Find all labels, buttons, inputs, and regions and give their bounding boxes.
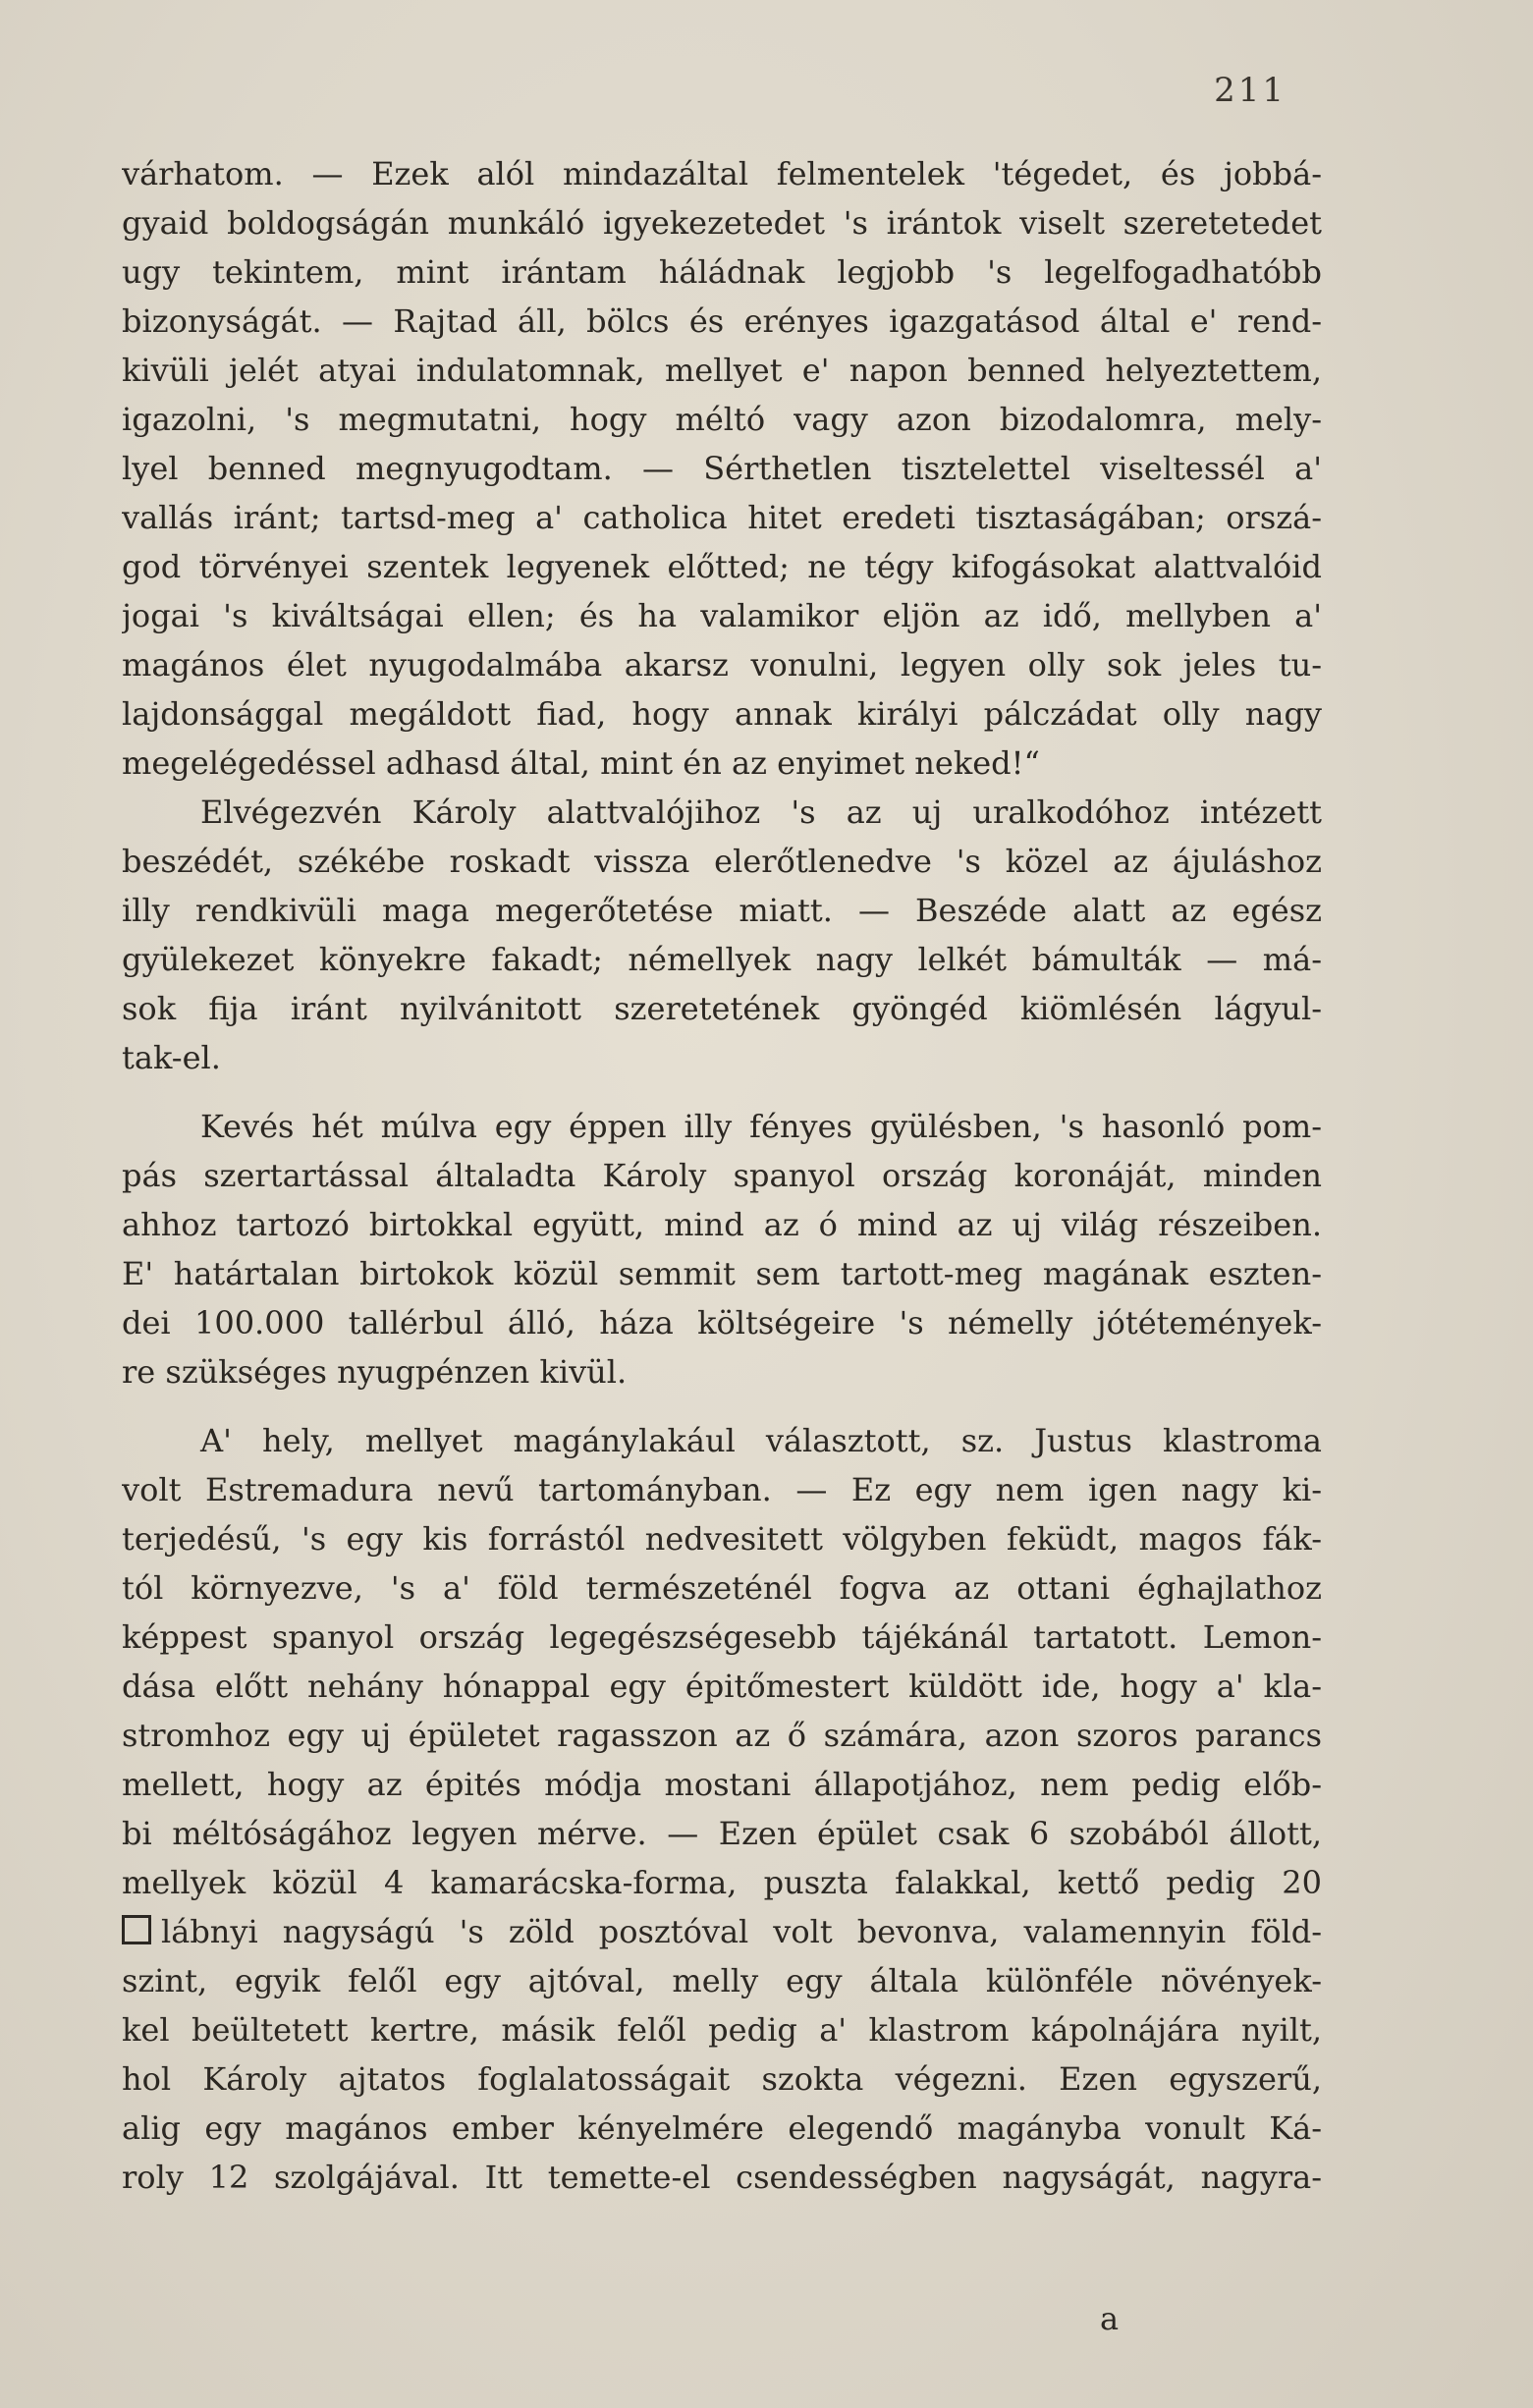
text-line: szint, egyik felől egy ajtóval, melly egy általa különféle növények- <box>122 1962 1322 1999</box>
text-line: mellyek közül 4 kamarácska-forma, puszta falakkal, kettő pedig 20 <box>122 1864 1322 1901</box>
text-line: jogai 's kiváltságai ellen; és ha valamikor eljön az idő, mellyben a' <box>122 597 1322 634</box>
text-line: pás szertartással általadta Károly spanyol ország koronáját, minden <box>122 1157 1322 1194</box>
text-line: képpest spanyol ország legegészségesebb tájékánál tartatott. Lemon- <box>122 1618 1322 1656</box>
square-measure-line <box>122 1907 1322 1956</box>
text-line: ugy tekintem, mint irántam háládnak legjobb 's legelfogadhatóbb <box>122 253 1322 291</box>
text-line: hol Károly ajtatos foglalatosságait szokta végezni. Ezen egyszerű, <box>122 2060 1322 2098</box>
text-line: volt Estremadura nevű tartományban. — Ez egy nem igen nagy ki- <box>122 1471 1322 1508</box>
text-line: illy rendkivüli maga megerőtetése miatt. — Beszéde alatt az egész <box>122 892 1322 929</box>
text-line: Elvégezvén Károly alattvalójihoz 's az uj uralkodóhoz intézett <box>200 794 1322 831</box>
text-line: gyaid boldogságán munkáló igyekezetedet 's irántok viselt szeretetedet <box>122 204 1322 242</box>
paragraph-gap <box>122 1082 1322 1102</box>
paragraph-2 <box>122 788 1322 1082</box>
text-line: dei 100.000 tallérbul álló, háza költségeire 's némelly jótétemények- <box>122 1304 1322 1341</box>
paragraph-4 <box>122 1416 1322 2202</box>
text-line: gyülekezet könyekre fakadt; némellyek nagy lelkét bámulták — má- <box>122 941 1322 978</box>
text-line: bizonyságát. — Rajtad áll, bölcs és erényes igazgatásod által e' rend- <box>122 302 1322 340</box>
text-line: mellett, hogy az épités módja mostani állapotjához, nem pedig előb- <box>122 1766 1322 1803</box>
text-line: kivüli jelét atyai indulatomnak, mellyet e' napon benned helyeztettem, <box>122 352 1322 389</box>
text-line: bi méltóságához legyen mérve. — Ezen épület csak 6 szobából állott, <box>122 1815 1322 1852</box>
text-line: várhatom. — Ezek alól mindazáltal felmentelek 'tégedet, és jobbá- <box>122 155 1322 192</box>
text-line: terjedésű, 's egy kis forrástól nedvesitett völgyben feküdt, magos fák- <box>122 1520 1322 1558</box>
text-line: lábnyi nagyságú 's zöld posztóval volt bevonva, valamennyin föld- <box>161 1913 1322 1950</box>
text-line: stromhoz egy uj épületet ragasszon az ő számára, azon szoros parancs <box>122 1717 1322 1754</box>
text-line: E' határtalan birtokok közül semmit sem tartott-meg magának eszten- <box>122 1255 1322 1292</box>
text-line: A' hely, mellyet magánylakául választott, sz. Justus klastroma <box>200 1422 1322 1459</box>
text-line: roly 12 szolgájával. Itt temette-el csendességben nagyságát, nagyra- <box>122 2159 1322 2196</box>
text-line: dása előtt nehány hónappal egy épitőmestert küldött ide, hogy a' kla- <box>122 1668 1322 1705</box>
catchword: a <box>1100 2300 1120 2337</box>
text-line: re szükséges nyugpénzen kivül. <box>122 1353 628 1391</box>
text-line: lajdonsággal megáldott fiad, hogy annak királyi pálczádat olly nagy <box>122 695 1322 733</box>
text-line: ahhoz tartozó birtokkal együtt, mind az ó mind az uj világ részeiben. <box>122 1206 1322 1243</box>
text-line: lyel benned megnyugodtam. — Sérthetlen tisztelettel viseltessél a' <box>122 450 1322 487</box>
paragraph-gap <box>122 1396 1322 1416</box>
text-line: god törvényei szentek legyenek előtted; ne tégy kifogásokat alattvalóid <box>122 548 1322 585</box>
text-line: alig egy magános ember kényelmére elegendő magányba vonult Ká- <box>122 2109 1322 2147</box>
text-line: tak-el. <box>122 1039 221 1076</box>
paragraph-3 <box>122 1102 1322 1396</box>
text-line: igazolni, 's megmutatni, hogy méltó vagy azon bizodalomra, mely- <box>122 401 1322 438</box>
text-line: vallás iránt; tartsd-meg a' catholica hitet eredeti tisztaságában; orszá- <box>122 499 1322 536</box>
text-line: sok fija iránt nyilvánitott szeretetének gyöngéd kiömlésén lágyul- <box>122 990 1322 1027</box>
text-line: Kevés hét múlva egy éppen illy fényes gyülésben, 's hasonló pom- <box>200 1108 1322 1145</box>
text-line: beszédét, székébe roskadt vissza elerőtlenedve 's közel az ájuláshoz <box>122 843 1322 880</box>
square-symbol-icon <box>122 1915 151 1944</box>
text-line: magános élet nyugodalmába akarsz vonulni, legyen olly sok jeles tu- <box>122 646 1322 684</box>
text-line: tól környezve, 's a' föld természeténél fogva az ottani éghajlathoz <box>122 1569 1322 1607</box>
text-line: megelégedéssel adhasd által, mint én az enyimet neked!“ <box>122 744 1040 782</box>
paragraph-1 <box>122 149 1322 788</box>
text-line: kel beültetett kertre, másik felől pedig a' klastrom kápolnájára nyilt, <box>122 2011 1322 2049</box>
page-number: 211 <box>1214 71 1287 110</box>
body-text <box>122 149 1322 2202</box>
